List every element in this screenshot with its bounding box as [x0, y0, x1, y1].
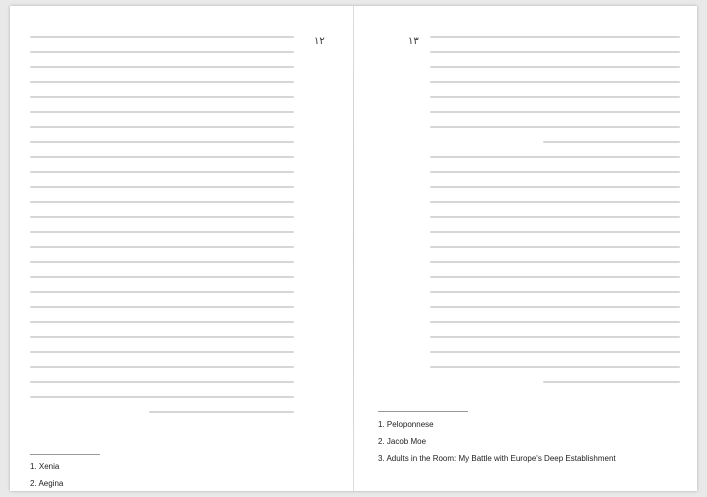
text-line-placeholder [430, 321, 680, 323]
text-line-placeholder [30, 381, 294, 383]
text-line-placeholder [430, 111, 680, 113]
text-line-placeholder [30, 171, 294, 173]
text-line-placeholder [430, 201, 680, 203]
text-line-placeholder [430, 231, 680, 233]
text-line-placeholder [430, 276, 680, 278]
text-line-placeholder [30, 231, 294, 233]
text-line-placeholder [30, 156, 294, 158]
text-line-placeholder [430, 306, 680, 308]
page-number: ۱۲ [314, 36, 325, 47]
text-line-placeholder [30, 246, 294, 248]
text-line-placeholder [30, 186, 294, 188]
text-line-placeholder [30, 321, 294, 323]
text-line-placeholder [30, 36, 294, 38]
text-line-placeholder [30, 201, 294, 203]
text-line-placeholder [430, 216, 680, 218]
text-line-placeholder [430, 156, 680, 158]
text-line-placeholder [430, 66, 680, 68]
body-text-unreadable [30, 36, 294, 434]
footnote: 3. Adults in the Room: My Battle with Europe's Deep Establishment [378, 454, 616, 463]
text-line-placeholder [30, 141, 294, 143]
text-line-placeholder [430, 36, 680, 38]
text-line-placeholder [30, 126, 294, 128]
text-line-placeholder [30, 366, 294, 368]
text-line-placeholder [430, 351, 680, 353]
book-spread [10, 6, 697, 491]
text-line-placeholder [430, 186, 680, 188]
page-number: ۱۳ [408, 36, 419, 47]
text-line-placeholder [30, 306, 294, 308]
text-line-placeholder [30, 351, 294, 353]
text-line-placeholder [543, 141, 681, 143]
text-line-placeholder [30, 66, 294, 68]
text-line-placeholder [430, 261, 680, 263]
text-line-placeholder [430, 336, 680, 338]
text-line-placeholder [30, 291, 294, 293]
text-line-placeholder [149, 411, 294, 413]
text-line-placeholder [430, 246, 680, 248]
footnotes [30, 462, 63, 496]
text-line-placeholder [430, 81, 680, 83]
text-line-placeholder [430, 126, 680, 128]
text-line-placeholder [30, 336, 294, 338]
footnote-divider [30, 454, 100, 455]
text-line-placeholder [30, 96, 294, 98]
footnote: 1. Xenia [30, 462, 60, 471]
text-line-placeholder [430, 291, 680, 293]
text-line-placeholder [30, 111, 294, 113]
text-line-placeholder [30, 276, 294, 278]
right-page [354, 6, 697, 491]
footnotes [378, 420, 678, 471]
text-line-placeholder [430, 171, 680, 173]
footnote: 1. Peloponnese [378, 420, 434, 429]
text-line-placeholder [30, 216, 294, 218]
text-line-placeholder [430, 366, 680, 368]
footnote: 2. Aegina [30, 479, 64, 488]
footnote: 2. Jacob Moe [378, 437, 427, 446]
text-line-placeholder [30, 396, 294, 398]
text-line-placeholder [430, 51, 680, 53]
body-text-unreadable [430, 36, 680, 396]
text-line-placeholder [543, 381, 681, 383]
text-line-placeholder [30, 81, 294, 83]
text-line-placeholder [30, 51, 294, 53]
text-line-placeholder [30, 261, 294, 263]
text-line-placeholder [430, 96, 680, 98]
left-page [10, 6, 353, 491]
footnote-divider [378, 411, 468, 412]
